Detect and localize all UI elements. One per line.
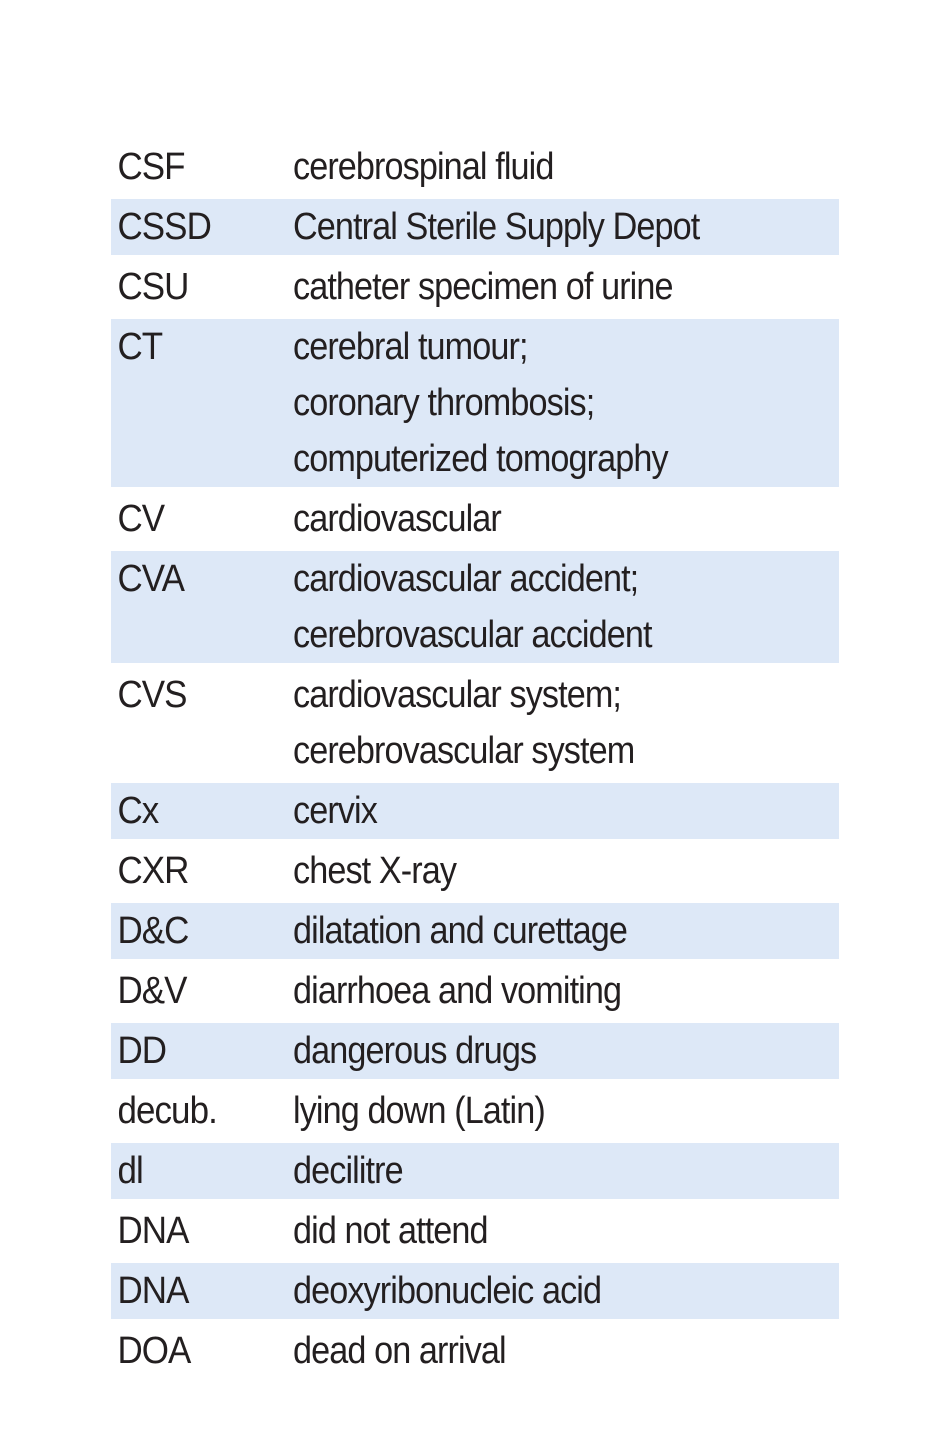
definition-line: deoxyribonucleic acid [293, 1270, 602, 1312]
abbreviation: CVS [117, 674, 187, 716]
abbreviation: CV [117, 498, 165, 540]
abbreviation: DNA [117, 1270, 189, 1312]
table-row [111, 1203, 839, 1259]
table-row [111, 963, 839, 1019]
definition-line: cardiovascular [293, 498, 501, 540]
table-row [111, 1083, 839, 1139]
definition-cell [293, 259, 839, 315]
definition-cell [293, 1263, 839, 1319]
definition-line: dangerous drugs [293, 1030, 537, 1072]
abbreviation: decub. [117, 1090, 217, 1132]
table-row [111, 843, 839, 899]
abbreviation: D&C [117, 910, 189, 952]
definition-cell [293, 199, 839, 255]
table-row [111, 491, 839, 547]
definition-line: coronary thrombosis; [293, 382, 595, 424]
definition-line: Central Sterile Supply Depot [293, 206, 700, 248]
table-row [111, 1263, 839, 1319]
definition-line: cerebrospinal fluid [293, 146, 554, 188]
definition-cell [293, 963, 839, 1019]
definition-cell [293, 783, 839, 839]
table-row [111, 139, 839, 195]
definition-line: cerebrovascular accident [293, 614, 652, 656]
abbreviation: CT [117, 326, 163, 368]
definition-cell [293, 139, 839, 195]
table-row [111, 903, 839, 959]
table-row [111, 1323, 839, 1379]
definition-line: cerebrovascular system [293, 730, 635, 772]
definition-line: cardiovascular system; [293, 674, 622, 716]
definition-cell [293, 319, 839, 487]
abbreviation: DOA [117, 1330, 191, 1372]
definition-line: dilatation and curettage [293, 910, 627, 952]
abbreviation: CSSD [117, 206, 211, 248]
definition-cell [293, 491, 839, 547]
abbreviation: Cx [117, 790, 159, 832]
table-row [111, 319, 839, 487]
definition-line: lying down (Latin) [293, 1090, 545, 1132]
definition-cell [293, 843, 839, 899]
abbreviation: DNA [117, 1210, 189, 1252]
table-row [111, 259, 839, 315]
definition-line: catheter specimen of urine [293, 266, 673, 308]
definition-cell [293, 1083, 839, 1139]
definition-line: did not attend [293, 1210, 488, 1252]
definition-line: computerized tomography [293, 438, 668, 480]
definition-cell [293, 1203, 839, 1259]
abbreviation: CSF [117, 146, 185, 188]
abbreviation: CVA [117, 558, 184, 600]
definition-cell [293, 1323, 839, 1379]
definition-line: cerebral tumour; [293, 326, 528, 368]
table-row [111, 1143, 839, 1199]
abbreviation: DD [117, 1030, 167, 1072]
definition-cell [293, 551, 839, 663]
table-row [111, 667, 839, 779]
definition-line: dead on arrival [293, 1330, 506, 1372]
table-row [111, 1023, 839, 1079]
abbreviation: CSU [117, 266, 189, 308]
definition-line: cervix [293, 790, 377, 832]
definition-cell [293, 1023, 839, 1079]
definition-line: chest X-ray [293, 850, 457, 892]
definition-cell [293, 903, 839, 959]
definition-cell [293, 1143, 839, 1199]
abbreviation: dl [117, 1150, 143, 1192]
abbreviation: CXR [117, 850, 189, 892]
abbreviation: D&V [117, 970, 187, 1012]
definition-cell [293, 667, 839, 779]
definition-line: cardiovascular accident; [293, 558, 639, 600]
abbreviation-table [111, 139, 839, 1379]
table-row [111, 783, 839, 839]
table-row [111, 551, 839, 663]
definition-line: diarrhoea and vomiting [293, 970, 622, 1012]
table-row [111, 199, 839, 255]
definition-line: decilitre [293, 1150, 403, 1192]
